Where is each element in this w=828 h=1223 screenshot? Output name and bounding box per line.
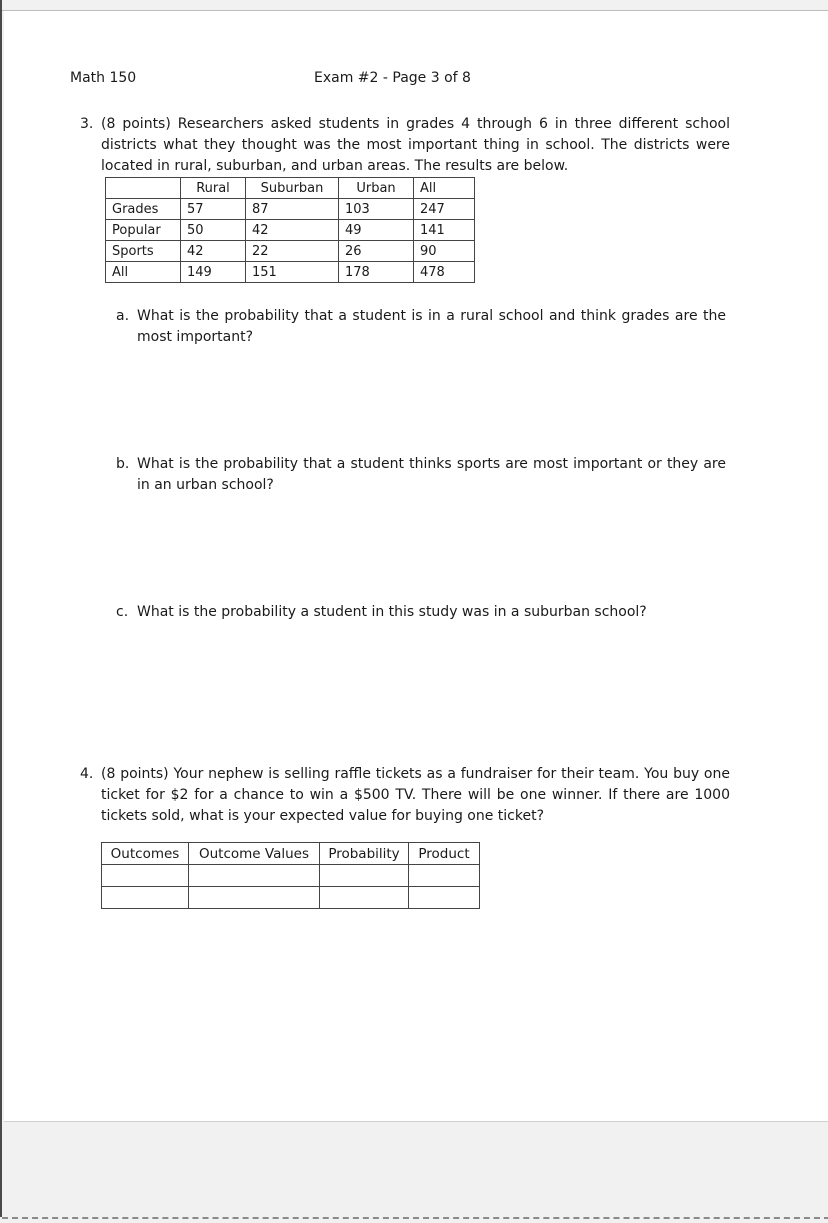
- question-4: [80, 764, 730, 827]
- table-cell: All: [106, 262, 181, 283]
- table-header-cell: Probability: [320, 843, 409, 865]
- question-text: (8 points) Your nephew is selling raffle tickets as a fundraiser for their team. You buy one ticket for $2 for a chance to win a $500 TV. There will be one winner. If there are 1000 tickets sold, what is your expected value for buying one ticket?: [101, 766, 730, 824]
- table-cell: Popular: [106, 220, 181, 241]
- table-cell: 49: [339, 220, 414, 241]
- expected-value-table: [101, 842, 480, 909]
- table-cell: 22: [246, 241, 339, 262]
- part-label: c.: [116, 604, 129, 620]
- table-cell: [409, 887, 480, 909]
- table-header-cell: Outcome Values: [189, 843, 320, 865]
- table-cell: 42: [246, 220, 339, 241]
- results-table: [105, 177, 475, 283]
- part-text: What is the probability that a student thinks sports are most important or they are in an urban school?: [137, 456, 726, 493]
- question-3c: [116, 602, 726, 623]
- table-cell: [189, 865, 320, 887]
- table-header-row: [106, 178, 475, 199]
- part-text: What is the probability that a student is in a rural school and think grades are the most important?: [137, 308, 726, 345]
- table-row: [102, 887, 480, 909]
- table-cell: [409, 865, 480, 887]
- table-cell: [102, 865, 189, 887]
- table-header-cell: Outcomes: [102, 843, 189, 865]
- table-row: [106, 241, 475, 262]
- table-cell: 87: [246, 199, 339, 220]
- table-header-row: [102, 843, 480, 865]
- part-label: a.: [116, 308, 130, 324]
- page-title: Exam #2 - Page 3 of 8: [314, 70, 471, 86]
- table-header-cell: Product: [409, 843, 480, 865]
- table-cell: 178: [339, 262, 414, 283]
- question-text: (8 points) Researchers asked students in grades 4 through 6 in three different school districts what they thought was the most important thing in school. The districts were located in rural, suburban, and urban areas. The results are below.: [101, 116, 730, 174]
- table-header-cell: All: [414, 178, 475, 199]
- question-number: 4.: [80, 766, 94, 782]
- question-3: [80, 114, 730, 177]
- table-cell: 90: [414, 241, 475, 262]
- table-cell: Grades: [106, 199, 181, 220]
- table-cell: 50: [181, 220, 246, 241]
- table-header-cell: Urban: [339, 178, 414, 199]
- question-number: 3.: [80, 116, 94, 132]
- table-header-cell: Rural: [181, 178, 246, 199]
- table-cell: 141: [414, 220, 475, 241]
- table-header-cell: Suburban: [246, 178, 339, 199]
- table-cell: 149: [181, 262, 246, 283]
- question-3b: [116, 454, 726, 496]
- table-cell: 26: [339, 241, 414, 262]
- table-header-cell: [106, 178, 181, 199]
- table-cell: Sports: [106, 241, 181, 262]
- table-row: [106, 262, 475, 283]
- table-row: [102, 865, 480, 887]
- table-cell: 42: [181, 241, 246, 262]
- table-cell: 57: [181, 199, 246, 220]
- table-cell: 478: [414, 262, 475, 283]
- course-name: Math 150: [70, 70, 137, 86]
- table-cell: 247: [414, 199, 475, 220]
- question-3a: [116, 306, 726, 348]
- table-row: [106, 220, 475, 241]
- table-cell: [189, 887, 320, 909]
- part-label: b.: [116, 456, 130, 472]
- table-row: [106, 199, 475, 220]
- table-cell: [320, 865, 409, 887]
- table-cell: 151: [246, 262, 339, 283]
- page-break-line: [2, 1217, 828, 1219]
- part-text: What is the probability a student in this study was in a suburban school?: [137, 604, 647, 620]
- table-cell: 103: [339, 199, 414, 220]
- table-cell: [320, 887, 409, 909]
- table-cell: [102, 887, 189, 909]
